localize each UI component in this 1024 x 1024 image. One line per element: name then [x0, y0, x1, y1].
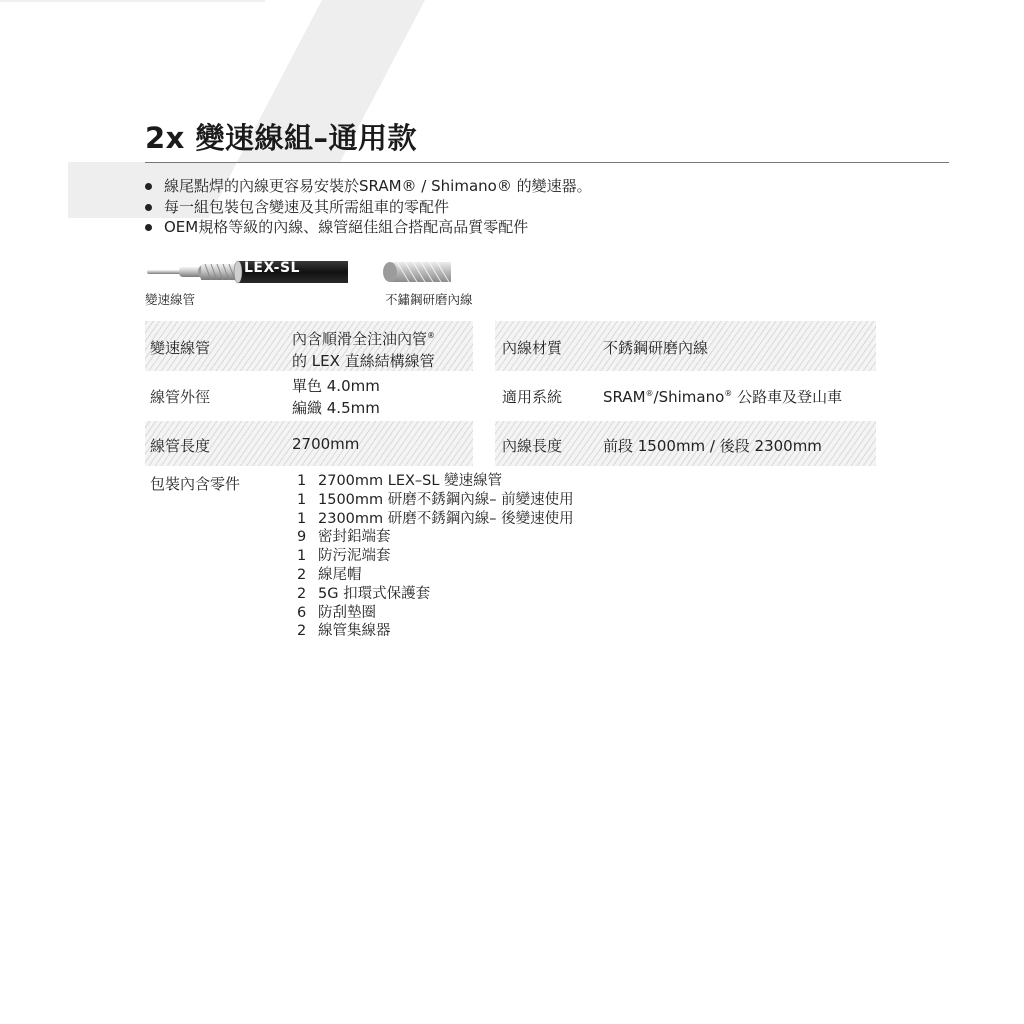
list-item [297, 604, 574, 623]
part-name: 密封鋁端套 [318, 529, 391, 546]
list-item [297, 585, 574, 604]
spec-value-housing [292, 325, 435, 372]
part-qty: 2 [297, 566, 307, 583]
spec-value-compatibility [603, 386, 842, 407]
part-name: 線管集線器 [318, 623, 391, 640]
spec-label-housing: 變速線管 [150, 339, 211, 357]
feature-item [145, 176, 592, 197]
part-qty: 1 [297, 510, 307, 527]
spec-label-housing-length: 線管長度 [150, 437, 211, 455]
feature-list [145, 176, 592, 238]
spec-value-part: 公路車及登山車 [732, 388, 843, 406]
list-item [297, 510, 574, 529]
registered-mark: ® [724, 389, 733, 398]
part-qty: 1 [297, 548, 307, 565]
part-name: 線尾帽 [318, 566, 362, 583]
registered-mark: ® [427, 331, 436, 340]
part-name: 5G 扣環式保護套 [318, 585, 431, 602]
feature-text: 線尾點焊的內線更容易安裝於SRAM® / Shimano® 的變速器。 [164, 177, 592, 195]
parts-label: 包裝內含零件 [150, 475, 241, 493]
part-qty: 2 [297, 623, 307, 640]
list-item [297, 528, 574, 547]
part-name: 防污泥端套 [318, 548, 391, 565]
part-qty: 1 [297, 491, 307, 508]
part-qty: 1 [297, 473, 307, 489]
page-title: 2x 變速線組–通用款 [145, 121, 417, 155]
spec-label-compatibility: 適用系統 [502, 388, 563, 406]
list-item [297, 491, 574, 510]
spec-value-line: 的 LEX 直絲結構線管 [292, 352, 435, 370]
parts-list [297, 472, 574, 641]
spec-value-line: 單色 4.0mm [292, 377, 380, 395]
spec-value-line: 內含順滑全注油內管 [292, 330, 428, 348]
list-item [297, 547, 574, 566]
spec-label-wire-length: 內線長度 [502, 437, 563, 455]
part-name: 2300mm 研磨不銹鋼內線– 後變速使用 [318, 510, 574, 527]
feature-text: 每一組包裝包含變速及其所需組車的零配件 [164, 197, 450, 216]
spec-value-line: 編織 4.5mm [292, 399, 380, 417]
part-name: 1500mm 研磨不銹鋼內線– 前變速使用 [318, 491, 574, 508]
spec-value-part: SRAM [603, 388, 646, 406]
spec-value-diameter [292, 375, 380, 419]
part-qty: 2 [297, 585, 307, 602]
spec-value-housing-length: 2700mm [292, 435, 360, 453]
spec-label-material: 內線材質 [502, 339, 563, 357]
part-name: 防刮墊圈 [318, 604, 376, 621]
spec-value-part: /Shimano [653, 388, 725, 406]
part-qty: 6 [297, 604, 307, 621]
wire-caption: 不鏽鋼研磨內線 [385, 292, 473, 307]
list-item [297, 566, 574, 585]
spec-value-material: 不銹鋼研磨內線 [603, 339, 709, 357]
inner-wire-image [381, 260, 451, 284]
registered-mark: ® [645, 389, 654, 398]
housing-tag: LEX-SL [244, 260, 300, 276]
spec-value-wire-length: 前段 1500mm / 後段 2300mm [603, 437, 822, 455]
part-qty: 9 [297, 529, 307, 546]
feature-item [145, 217, 592, 238]
part-name: 2700mm LEX–SL 變速線管 [318, 473, 503, 489]
housing-caption: 變速線管 [145, 292, 196, 307]
feature-text: OEM規格等級的內線、線管絕佳組合搭配高品質零配件 [164, 218, 529, 236]
title-divider [145, 162, 949, 163]
spec-label-diameter: 線管外徑 [150, 388, 211, 406]
list-item [297, 472, 574, 491]
feature-item [145, 197, 592, 218]
list-item [297, 622, 574, 641]
